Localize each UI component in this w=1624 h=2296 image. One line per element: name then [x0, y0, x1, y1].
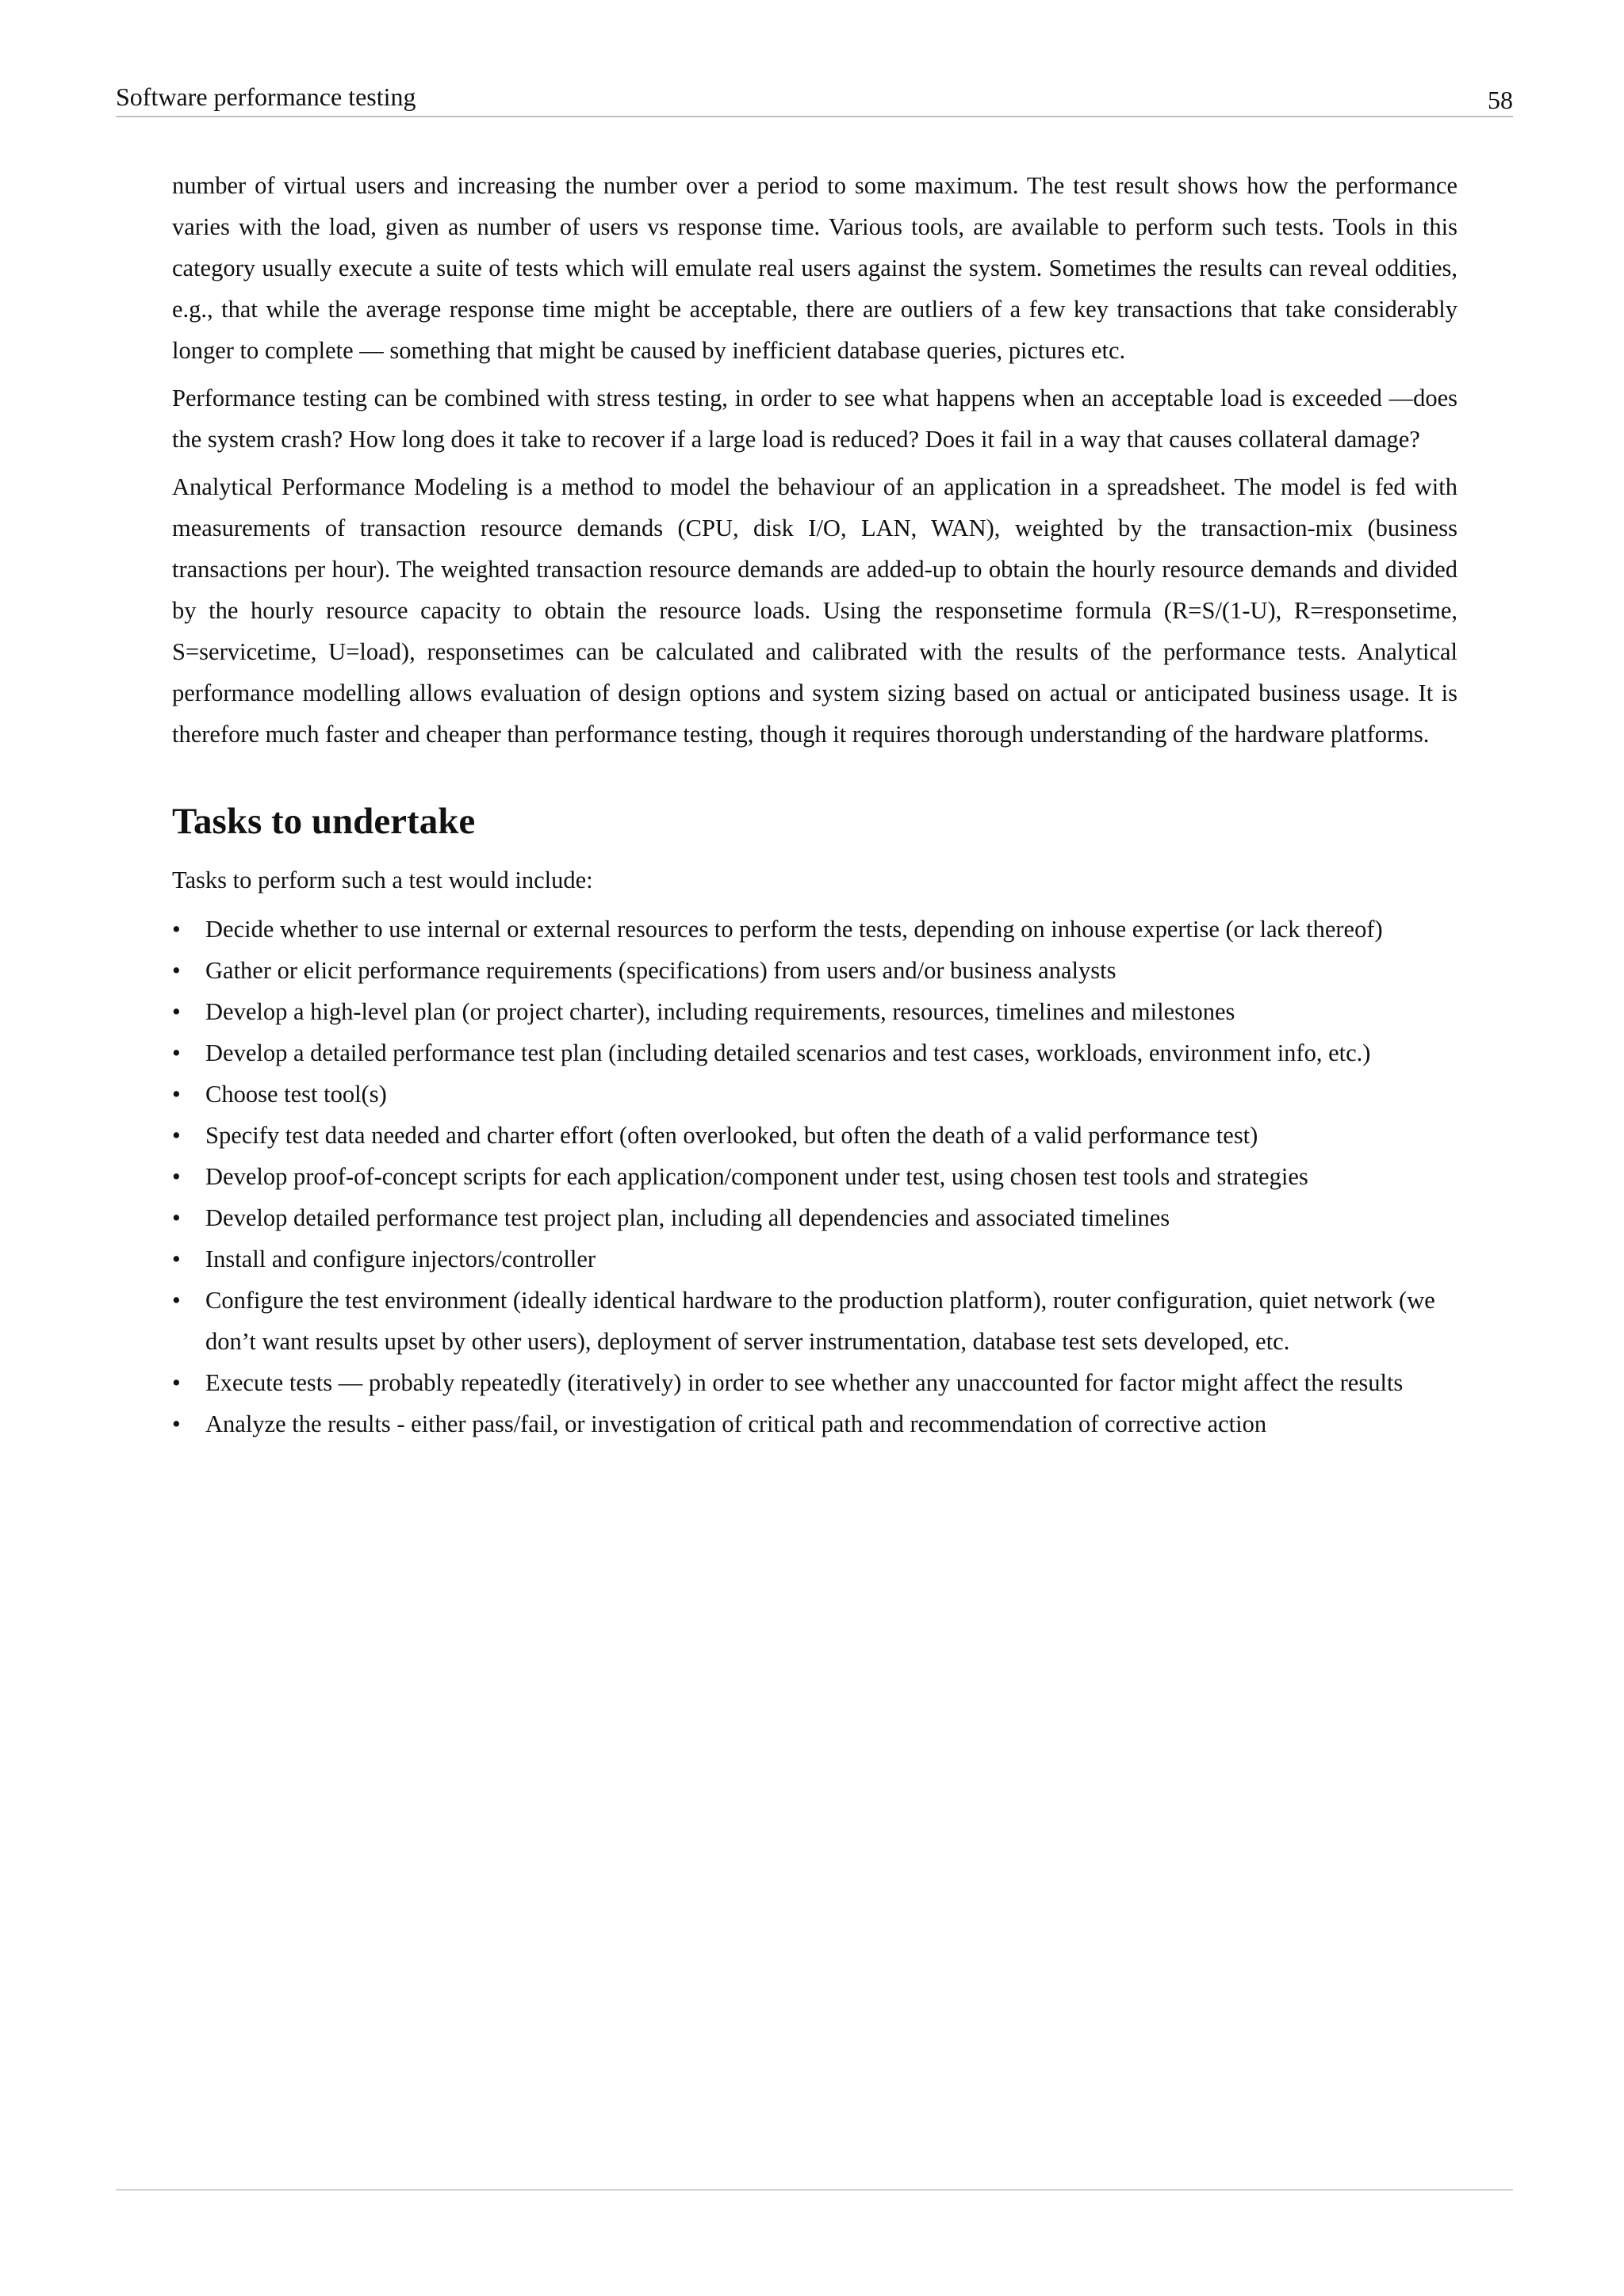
running-header-title: Software performance testing	[116, 82, 416, 111]
task-text: Develop proof-of-concept scripts for each application/component under test, using chosen test tools and strategies	[205, 1163, 1308, 1190]
task-text: Develop detailed performance test project plan, including all dependencies and associated timelines	[205, 1204, 1170, 1231]
task-list	[172, 909, 1457, 1445]
task-text: Configure the test environment (ideally identical hardware to the production platform), router configuration, quiet network (we don’t want results upset by other users), deployment of server instrumentation, database test sets developed, etc.	[205, 1287, 1435, 1355]
task-list-item	[172, 1156, 1457, 1197]
task-list-item	[172, 1115, 1457, 1156]
task-text: Install and configure injectors/controller	[205, 1246, 596, 1272]
footer-rule	[116, 2189, 1513, 2191]
bullet-icon: •	[172, 1410, 181, 1437]
bullet-icon: •	[172, 1039, 181, 1066]
page-number: 58	[1488, 86, 1513, 114]
body-paragraph-stress-testing: Performance testing can be combined with stress testing, in order to see what happens when an acceptable load is exceeded —does the system crash? How long does it take to recover if a large load is reduced? Does it fail in a way that causes collateral damage?	[172, 385, 1457, 453]
task-list-item	[172, 1403, 1457, 1445]
bullet-icon: •	[172, 1369, 181, 1396]
section-intro: Tasks to perform such a test would include:	[172, 867, 593, 894]
page-content	[172, 165, 1457, 1445]
task-text: Develop a high-level plan (or project charter), including requirements, resources, timelines and milestones	[205, 998, 1235, 1025]
task-list-item	[172, 1197, 1457, 1238]
task-text: Develop a detailed performance test plan (including detailed scenarios and test cases, workloads, environment info, etc.)	[205, 1039, 1371, 1066]
task-list-item	[172, 950, 1457, 991]
task-text: Gather or elicit performance requirements (specifications) from users and/or business analysts	[205, 957, 1116, 984]
bullet-icon: •	[172, 1246, 181, 1272]
task-text: Choose test tool(s)	[205, 1081, 387, 1108]
task-list-item	[172, 1280, 1457, 1362]
bullet-icon: •	[172, 957, 181, 984]
task-list-item	[172, 1032, 1457, 1073]
task-text: Analyze the results - either pass/fail, or investigation of critical path and recommendation of corrective action	[205, 1410, 1267, 1437]
bullet-icon: •	[172, 1163, 181, 1190]
bullet-icon: •	[172, 998, 181, 1025]
task-text: Execute tests — probably repeatedly (iteratively) in order to see whether any unaccounted for factor might affect the results	[205, 1369, 1404, 1396]
section-heading: Tasks to undertake	[172, 801, 476, 842]
bullet-icon: •	[172, 1081, 181, 1108]
task-list-item	[172, 1362, 1457, 1403]
task-list-item	[172, 1238, 1457, 1280]
task-list-item	[172, 909, 1457, 950]
bullet-icon: •	[172, 1287, 181, 1314]
bullet-icon: •	[172, 1204, 181, 1231]
running-header	[116, 78, 1513, 117]
task-text: Decide whether to use internal or external resources to perform the tests, depending on inhouse expertise (or lack thereof)	[205, 916, 1383, 943]
body-paragraph-load-testing: number of virtual users and increasing the number over a period to some maximum. The test result shows how the performance varies with the load, given as number of users vs response time. Various tools, are available to perform such tests. Tools in this category usually execute a suite of tests which will emulate real users against the system. Sometimes the results can reveal oddities, e.g., that while the average response time might be acceptable, there are outliers of a few key transactions that take considerably longer to complete — something that might be caused by inefficient database queries, pictures etc.	[172, 172, 1457, 364]
task-text: Specify test data needed and charter effort (often overlooked, but often the death of a valid performance test)	[205, 1122, 1258, 1149]
task-list-item	[172, 991, 1457, 1032]
task-list-item	[172, 1073, 1457, 1115]
body-paragraph-performance-modeling: Analytical Performance Modeling is a method to model the behaviour of an application in a spreadsheet. The model is fed with measurements of transaction resource demands (CPU, disk I/O, LAN, WAN), weighted by the transaction-mix (business transactions per hour). The weighted transaction resource demands are added-up to obtain the hourly resource demands and divided by the hourly resource capacity to obtain the resource loads. Using the responsetime formula (R=S/(1-U), R=responsetime, S=servicetime, U=load), responsetimes can be calculated and calibrated with the results of the performance tests. Analytical performance modelling allows evaluation of design options and system sizing based on actual or anticipated business usage. It is therefore much faster and cheaper than performance testing, though it requires thorough understanding of the hardware platforms.	[172, 473, 1457, 748]
bullet-icon: •	[172, 916, 181, 943]
bullet-icon: •	[172, 1122, 181, 1149]
